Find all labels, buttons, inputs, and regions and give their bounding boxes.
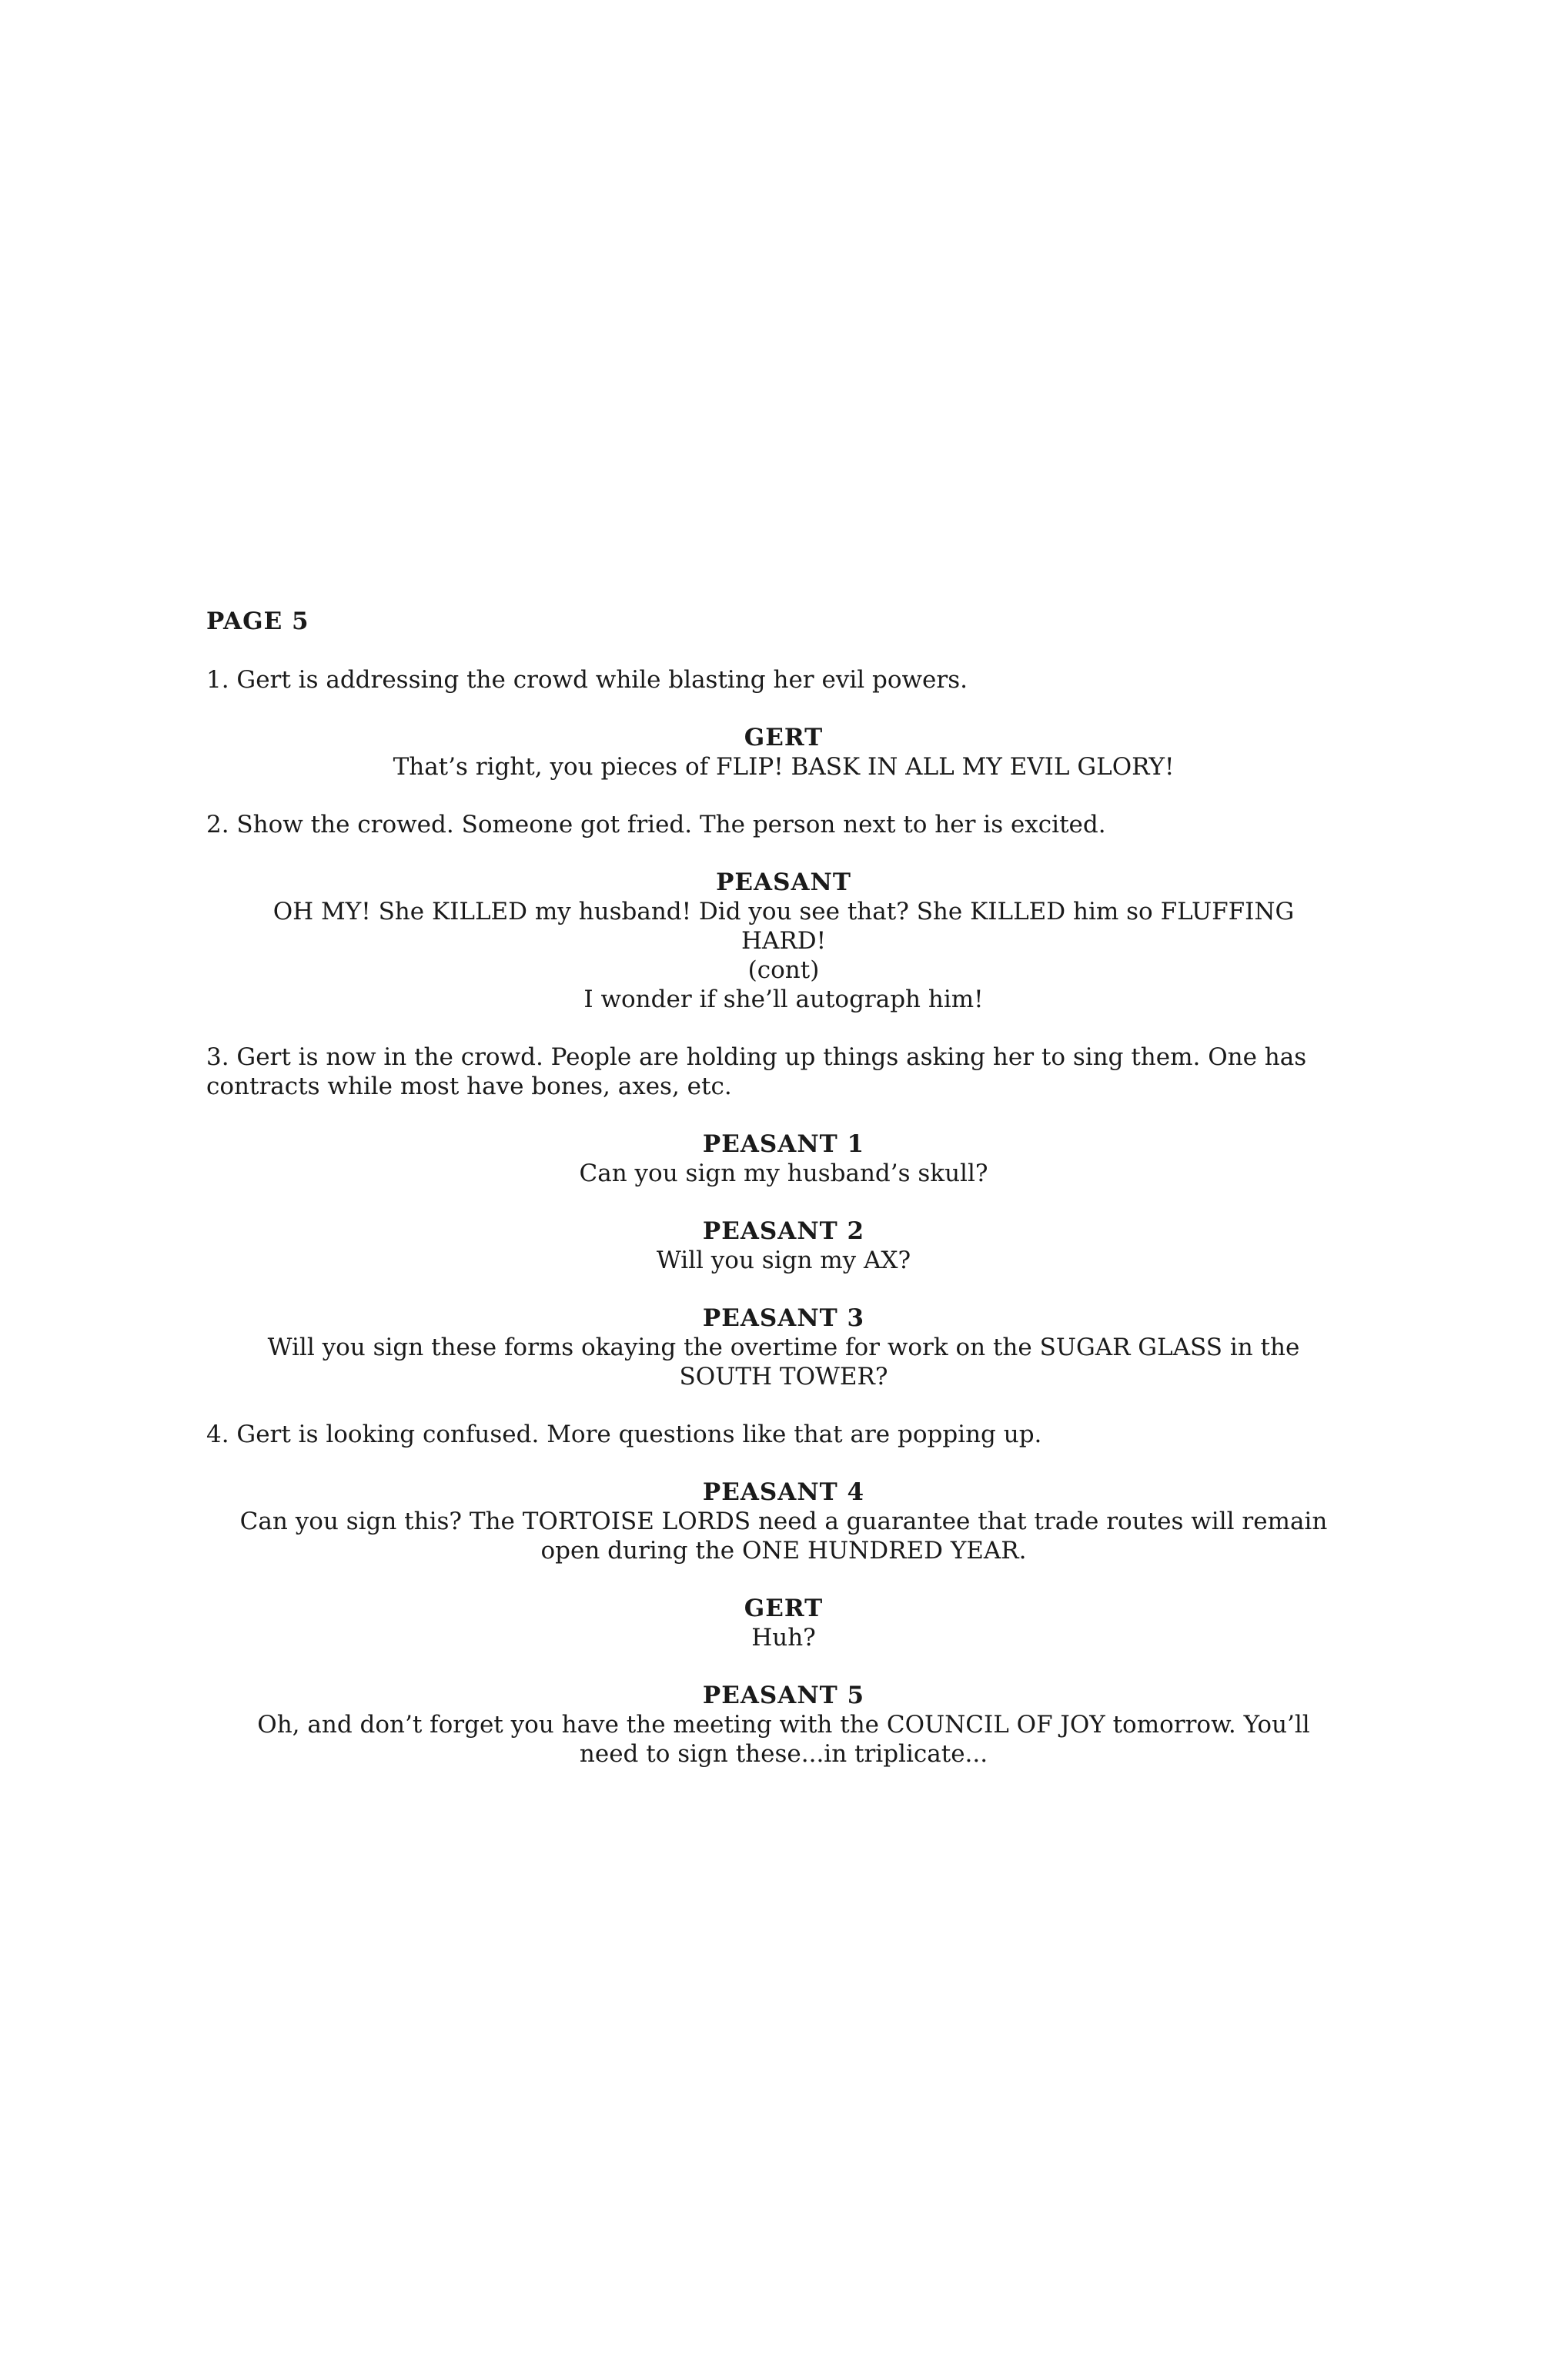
speaker-name: PEASANT 4	[702, 1478, 865, 1506]
dialogue-block-peasant-2	[206, 1217, 1361, 1275]
dialogue-line: That’s right, you pieces of FLIP! BASK IN ALL MY EVIL GLORY!	[393, 753, 1175, 781]
dialogue-block-peasant-3	[206, 1304, 1361, 1391]
speaker-name: GERT	[744, 724, 824, 751]
dialogue-line: Will you sign my AX?	[656, 1247, 911, 1274]
dialogue-line: Huh?	[751, 1624, 816, 1652]
page-title: PAGE 5	[206, 607, 309, 635]
panel-description-4: 4. Gert is looking confused. More questions like that are popping up.	[206, 1421, 1042, 1448]
speaker-name: PEASANT 1	[702, 1130, 865, 1158]
dialogue-block-gert-2	[206, 1594, 1361, 1652]
panel-description-1: 1. Gert is addressing the crowd while blasting her evil powers.	[206, 666, 968, 694]
dialogue-line: OH MY! She KILLED my husband! Did you see that? She KILLED him so FLUFFING HARD!	[272, 898, 1295, 955]
dialogue-block-gert	[206, 723, 1361, 782]
dialogue-block-peasant-5	[206, 1681, 1361, 1769]
speaker-name: PEASANT 5	[702, 1682, 865, 1709]
dialogue-line: Oh, and don’t forget you have the meeting with the COUNCIL OF JOY tomorrow. You’ll need to sign these...in triplicate...	[257, 1711, 1310, 1768]
panel-description-3: 3. Gert is now in the crowd. People are holding up things asking her to sing them. One has contracts while most have bones, axes, etc.	[206, 1043, 1307, 1100]
dialogue-block-peasant	[206, 868, 1361, 1014]
dialogue-continuation-note: (cont)	[747, 956, 820, 984]
dialogue-line: Can you sign my husband’s skull?	[579, 1160, 988, 1187]
speaker-name: PEASANT 2	[702, 1217, 865, 1245]
speaker-name: PEASANT 3	[702, 1304, 865, 1332]
dialogue-line: Can you sign this? The TORTOISE LORDS need a guarantee that trade routes will remain open during the ONE HUNDRED YEAR.	[239, 1508, 1328, 1565]
speaker-name: GERT	[744, 1595, 824, 1622]
dialogue-block-peasant-4	[206, 1478, 1361, 1565]
speaker-name: PEASANT	[716, 869, 851, 896]
dialogue-block-peasant-1	[206, 1130, 1361, 1188]
script-page	[206, 607, 1361, 1797]
dialogue-line: I wonder if she’ll autograph him!	[583, 986, 984, 1013]
panel-description-2: 2. Show the crowed. Someone got fried. The person next to her is excited.	[206, 811, 1106, 838]
dialogue-line: Will you sign these forms okaying the overtime for work on the SUGAR GLASS in the SOUTH TOWER?	[267, 1334, 1300, 1391]
